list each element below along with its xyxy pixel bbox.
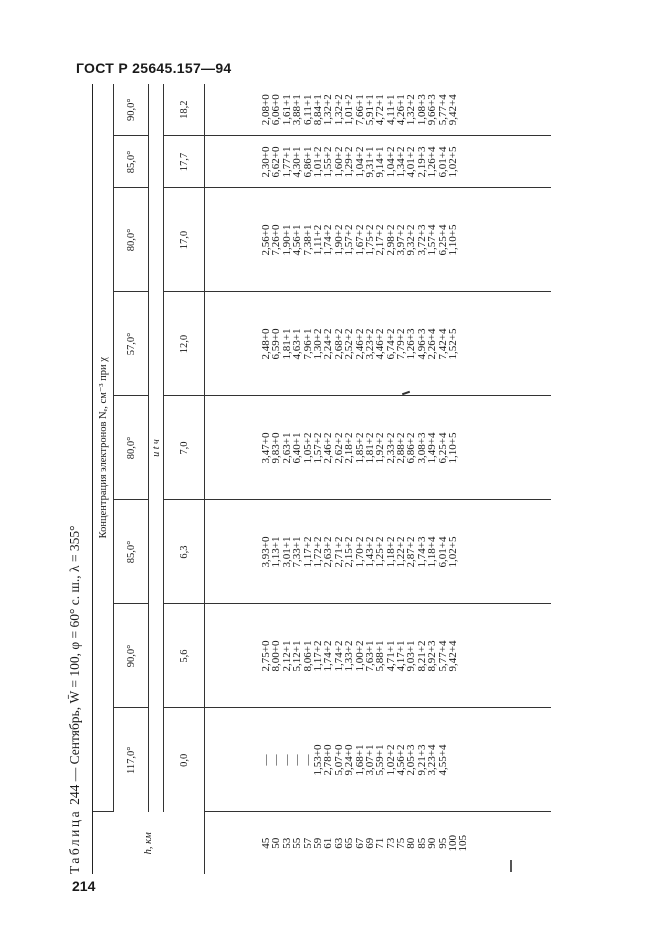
table-cell: 9,32+2 (405, 224, 418, 256)
chi-header-3: 80,0° (114, 396, 149, 500)
page-number: 214 (72, 878, 96, 894)
table-cell: — (291, 754, 304, 766)
table-cell: 1,92+2 (374, 432, 387, 464)
table-cell: 4,17+1 (395, 640, 408, 672)
table-cell: 2,18+2 (343, 432, 356, 464)
table-cell: 5,77+4 (436, 94, 449, 126)
table-cell: 2,12+1 (280, 640, 293, 672)
height-column-header: h, км (93, 812, 205, 874)
table-cell: 1,53+0 (311, 744, 324, 776)
table-cell: 7,26+0 (270, 224, 283, 256)
table-cell: 1,02+5 (447, 536, 460, 568)
height-value: 57 (301, 837, 314, 849)
height-value: 59 (311, 837, 324, 849)
height-value: 61 (322, 837, 335, 849)
table-cell: 6,74+2 (384, 328, 397, 360)
rotated-table-block (60, 94, 506, 874)
table-cell: 4,46+2 (374, 328, 387, 360)
data-column-7 (205, 84, 552, 136)
table-cell: 9,42+4 (447, 640, 460, 672)
table-cell: 1,74+2 (322, 640, 335, 672)
table-cell: 2,24+2 (322, 328, 335, 360)
table-cell: 5,88+1 (374, 640, 387, 672)
table-cell: 1,52+5 (447, 328, 460, 360)
table-cell: 2,56+0 (260, 224, 272, 256)
data-column-0 (205, 708, 552, 812)
concentration-group-header: Концентрация электронов Nₑ, см⁻³ при χ (93, 84, 114, 812)
table-cell: 9,66+3 (426, 94, 439, 126)
table-cell: 2,68+2 (332, 328, 345, 360)
table-cell: 4,56+1 (291, 224, 304, 256)
table-caption-label: Таблица (67, 808, 82, 874)
table-cell: 6,86+1 (301, 146, 314, 178)
table-cell: 4,96+3 (415, 328, 428, 360)
table-cell: — (270, 754, 283, 766)
table-cell: 1,57+4 (426, 224, 439, 256)
table-cell: 1,29+2 (343, 146, 356, 178)
table-cell: 1,18+4 (426, 536, 439, 568)
time-header-4: 12,0 (164, 292, 205, 396)
table-cell: 6,40+1 (291, 432, 304, 464)
table-cell: 2,88+2 (395, 432, 408, 464)
table-cell: 2,98+2 (384, 224, 397, 256)
height-value: 73 (384, 837, 397, 849)
table-cell: 4,11+1 (384, 94, 397, 125)
table-cell: 3,01+1 (280, 536, 293, 568)
table-cell: 3,07+1 (363, 744, 376, 776)
table-cell: 9,24+0 (343, 744, 356, 776)
table-cell: 5,12+1 (291, 640, 304, 672)
table-cell: 8,06+1 (301, 640, 314, 672)
table-cell: — (260, 754, 272, 766)
table-cell: 1,01+2 (343, 94, 356, 126)
table-cell: 2,48+0 (260, 328, 272, 360)
table-cell: 7,38+1 (301, 224, 314, 256)
time-label: и t ч (149, 84, 164, 812)
table-cell: 9,14+1 (374, 146, 387, 178)
table-cell: 5,91+1 (363, 94, 376, 126)
table-cell: 1,85+2 (353, 432, 366, 464)
table-cell: 1,08+3 (415, 94, 428, 126)
table-cell: 1,02+5 (447, 146, 460, 178)
table-cell: 2,08+0 (260, 94, 272, 126)
height-value: 53 (280, 837, 293, 849)
table-cell: 3,23+4 (426, 744, 439, 776)
table-cell: 6,62+0 (270, 146, 283, 178)
document-header: ГОСТ Р 25645.157—94 (76, 60, 232, 76)
chi-header-6: 85,0° (114, 136, 149, 188)
chi-header-0: 117,0° (114, 708, 149, 812)
table-cell: 2,75+0 (260, 640, 272, 672)
table-cell: 2,62+2 (332, 432, 345, 464)
table-cell: 1,26+4 (426, 146, 439, 178)
table-cell: 1,67+2 (353, 224, 366, 256)
table-cell: 8,92+3 (426, 640, 439, 672)
table-cell: 1,04+2 (353, 146, 366, 178)
height-value: 100 (447, 835, 460, 852)
table-cell: 1,11+2 (311, 224, 324, 256)
table-cell: 7,33+1 (291, 536, 304, 568)
table-cell: 2,46+2 (322, 432, 335, 464)
table-cell: 2,78+0 (322, 744, 335, 776)
data-column-6 (205, 136, 552, 188)
data-row (205, 84, 552, 874)
table-cell: 2,71+2 (332, 536, 345, 568)
table-cell: 7,96+1 (301, 328, 314, 360)
table-cell: 1,13+1 (270, 536, 283, 568)
table-cell: 1,90+1 (280, 224, 293, 256)
table-caption-text: 244 — Сентябрь, W̄ = 100, φ = 60° с. ш., λ = 355° (67, 525, 82, 805)
table-cell: 3,47+0 (260, 432, 272, 464)
table-cell: 9,83+0 (270, 432, 283, 464)
table-cell: 1,05+2 (301, 432, 314, 464)
table-cell: 7,79+2 (395, 328, 408, 360)
time-header-2: 6,3 (164, 500, 205, 604)
time-header-0: 0,0 (164, 708, 205, 812)
chi-header-5: 80,0° (114, 188, 149, 292)
height-value: 71 (374, 837, 387, 849)
table-cell: 1,30+2 (311, 328, 324, 360)
table-cell: 6,01+4 (436, 536, 449, 568)
chi-header-7: 90,0° (114, 84, 149, 136)
table-cell: 9,42+4 (447, 94, 460, 126)
table-cell: 7,42+4 (436, 328, 449, 360)
table-caption (60, 94, 90, 874)
height-value: 55 (291, 837, 304, 849)
table-cell: 1,33+2 (343, 640, 356, 672)
table-cell: 2,63+2 (322, 536, 335, 568)
table-cell: 1,74+3 (415, 536, 428, 568)
height-value: 75 (395, 837, 408, 849)
table-cell: 7,66+1 (353, 94, 366, 126)
table-cell: 5,77+4 (436, 640, 449, 672)
table-cell: 1,75+2 (363, 224, 376, 256)
table-cell: 9,03+1 (405, 640, 418, 672)
height-values (205, 812, 552, 874)
height-value: 69 (363, 837, 376, 849)
table-cell: 2,17+2 (374, 224, 387, 256)
time-header-7: 18,2 (164, 84, 205, 136)
table-cell: 9,21+3 (415, 744, 428, 776)
table-cell: 5,07+0 (332, 744, 345, 776)
table-cell: 3,97+2 (395, 224, 408, 256)
table-cell: 3,08+3 (415, 432, 428, 464)
table-cell: — (301, 754, 314, 766)
table-cell: 1,02+2 (384, 744, 397, 776)
table-cell: 1,61+1 (280, 94, 293, 126)
table-cell: 2,87+2 (405, 536, 418, 568)
table-cell: 6,25+4 (436, 224, 449, 256)
table-cell: 4,63+1 (291, 328, 304, 360)
table-cell: 4,71+1 (384, 640, 397, 672)
table-cell: 4,30+1 (291, 146, 304, 178)
table-cell: 6,01+4 (436, 146, 449, 178)
time-header-1: 5,6 (164, 604, 205, 708)
time-header-3: 7,0 (164, 396, 205, 500)
scan-mark (510, 860, 512, 872)
table-cell: 1,32+2 (322, 94, 335, 126)
table-cell: 2,19+3 (415, 146, 428, 178)
table-cell: 8,84+1 (311, 94, 324, 126)
table-cell: 2,05+3 (405, 744, 418, 776)
table-cell: 1,43+2 (363, 536, 376, 568)
table-cell: 1,10+5 (447, 432, 460, 464)
table-cell: 2,30+0 (260, 146, 272, 178)
table-cell: 1,32+2 (332, 94, 345, 126)
table-cell: 4,72+1 (374, 94, 387, 126)
time-header-row (164, 84, 205, 874)
height-value: 65 (343, 837, 356, 849)
data-column-1 (205, 604, 552, 708)
electron-concentration-table (92, 84, 551, 874)
table-cell: 1,18+2 (384, 536, 397, 568)
table-cell: 1,49+4 (426, 432, 439, 464)
data-column-5 (205, 188, 552, 292)
height-value: 63 (332, 837, 345, 849)
chi-header-4: 57,0° (114, 292, 149, 396)
table-cell: 2,26+4 (426, 328, 439, 360)
table-cell: 1,04+2 (384, 146, 397, 178)
table-cell: 1,60+2 (332, 146, 345, 178)
height-value: 45 (260, 837, 272, 849)
table-cell: 3,93+0 (260, 536, 272, 568)
table-cell: 2,15+2 (343, 536, 356, 568)
table-cell: 1,10+5 (447, 224, 460, 256)
height-value: 85 (415, 837, 428, 849)
data-column-4 (205, 292, 552, 396)
table-cell: 1,32+2 (405, 94, 418, 126)
table-cell: 7,63+1 (363, 640, 376, 672)
table-cell: 1,55+2 (322, 146, 335, 178)
table-cell: 8,00+0 (270, 640, 283, 672)
chi-header-row (114, 84, 149, 874)
table-cell: 1,25+2 (374, 536, 387, 568)
table-cell: 1,22+2 (395, 536, 408, 568)
height-value: 80 (405, 837, 418, 849)
table-cell: 1,70+2 (353, 536, 366, 568)
time-label-row (149, 84, 164, 874)
table-cell: 1,68+1 (353, 744, 366, 776)
height-value: 50 (270, 837, 283, 849)
table-cell: 1,01+2 (311, 146, 324, 178)
table-cell: 6,06+0 (270, 94, 283, 126)
table-cell: 1,17+2 (301, 536, 314, 568)
table-cell: 6,11+1 (301, 94, 314, 125)
table-cell: 1,57+2 (343, 224, 356, 256)
table-cell: 6,59+0 (270, 328, 283, 360)
table-cell: 1,72+2 (311, 536, 324, 568)
table-cell: 1,81+2 (363, 432, 376, 464)
table-cell: 6,25+4 (436, 432, 449, 464)
height-value: 105 (457, 835, 470, 852)
time-header-6: 17,7 (164, 136, 205, 188)
table-cell: 4,56+2 (395, 744, 408, 776)
height-value: 90 (426, 837, 439, 849)
table-cell: 5,59+1 (374, 744, 387, 776)
table-cell: 1,26+3 (405, 328, 418, 360)
data-column-2 (205, 500, 552, 604)
table-cell: 1,57+2 (311, 432, 324, 464)
time-header-5: 17,0 (164, 188, 205, 292)
table-cell: 1,74+2 (332, 640, 345, 672)
table-cell: 2,52+2 (343, 328, 356, 360)
table-cell: 8,21+2 (415, 640, 428, 672)
table-cell: 2,33+2 (384, 432, 397, 464)
table-cell: 2,46+2 (353, 328, 366, 360)
table-cell: 1,90+2 (332, 224, 345, 256)
chi-header-2: 85,0° (114, 500, 149, 604)
table-cell: 4,01+2 (405, 146, 418, 178)
table-cell: 1,74+2 (322, 224, 335, 256)
table-cell: 9,31+1 (363, 146, 376, 178)
table-cell: — (280, 754, 293, 766)
table-cell: 2,63+1 (280, 432, 293, 464)
table-cell: 1,77+1 (280, 146, 293, 178)
table-cell: 4,26+1 (395, 94, 408, 126)
table-cell: 1,00+2 (353, 640, 366, 672)
group-header-row (93, 84, 114, 874)
table-cell: 4,55+4 (436, 744, 449, 776)
data-column-3 (205, 396, 552, 500)
height-value: 67 (353, 837, 366, 849)
table-cell: 1,17+2 (311, 640, 324, 672)
table-cell: 6,86+2 (405, 432, 418, 464)
table-cell: 1,81+1 (280, 328, 293, 360)
table-cell: 3,88+1 (291, 94, 304, 126)
table-cell: 1,34+2 (395, 146, 408, 178)
chi-header-1: 90,0° (114, 604, 149, 708)
height-value: 95 (436, 837, 449, 849)
table-cell: 3,23+2 (363, 328, 376, 360)
table-cell: 3,72+3 (415, 224, 428, 256)
